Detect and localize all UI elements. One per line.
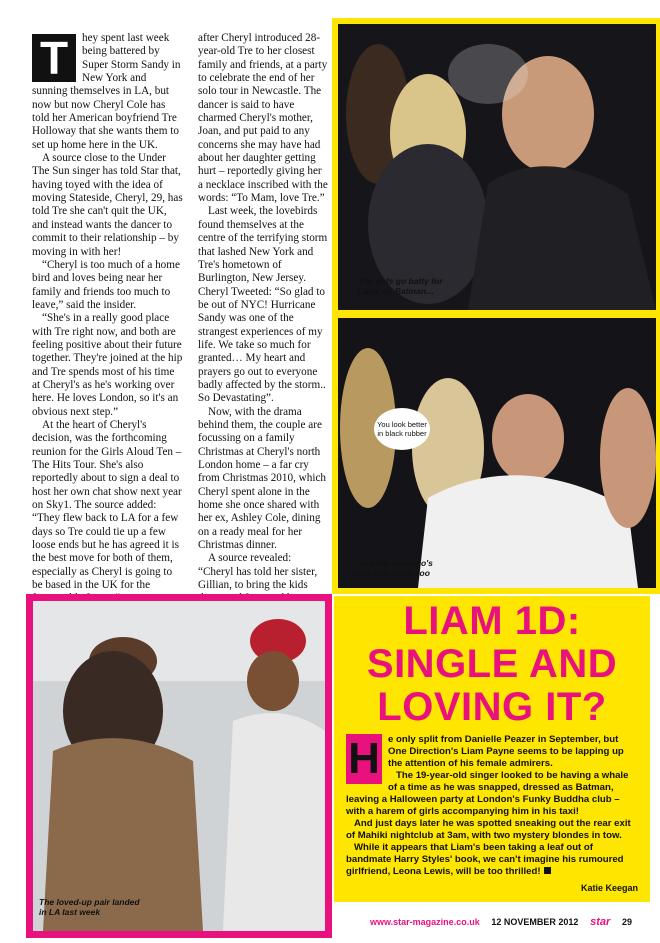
article-paragraph: after Cheryl introduced 28-year-old Tre to her closest family and friends, at a party to celebrate the end of her solo tour in Newcastle. The dancer is said to have charmed Cheryl's mother, Joan, and put paid to any concerns she may have had about her daughter getting hurt – reportedly giving her a necklace inscribed with the words: “To Mam, love Tre.” [198,32,328,205]
article-paragraph: “Cheryl is too much of a home bird and loves being near her family and friends too much to leave,” said the insider. [32,258,180,311]
footer-url: www.star-magazine.co.uk [370,917,480,927]
sidebar-byline: Katie Keegan [580,883,638,893]
sidebar-paragraph: And just days later he was spotted sneaking out the rear exit of Mahiki nightclub at 3am, with two mystery blondes in tow. [346,818,631,841]
photo-tshirt [332,312,660,594]
drop-cap: T [32,34,76,82]
sidebar-paragraph: The 19-year-old singer looked to be having a whale of a time as he was snapped, dressed as Batman, leaving a Halloween party at London's Funky Buddha club – with a harem of girls accompanying him in his taxi! [346,770,629,817]
sidebar-paragraph: While it appears that Liam's been taking a leaf out of bandmate Harry Styles' book, we can't imagine his rumoured girlfriend, Leona Lewis, will be too thrilled! [346,842,624,877]
headline-line: LOVING IT? [377,685,607,729]
footer-brand: star [590,916,611,928]
photo-caption: The loved-up pair landed in LA last week [39,897,140,917]
page-footer [370,916,632,928]
photo-tshirt-image [338,318,656,588]
headline-line: SINGLE AND [366,642,618,686]
article-paragraph: At the heart of Cheryl's decision, was the forthcoming reunion for the Girls Aloud Ten – The Hits Tour. She's also reportedly about to sign a deal to host her own chat show next year on Sky1. The source added: “They flew back to LA for a few days so Tre could tie up a few loose ends but he has agreed it is the best move for both of them, especially as Cheryl is going to be based in the UK for the [32,418,182,592]
sidebar-paragraph: e only split from Danielle Peazer in September, but One Direction's Liam Payne seems to be lapping up the attention of his female admirers. [388,734,624,769]
article-paragraph: Now, with the drama behind them, the couple are focussing on a family Christmas at Cheryl's north London home – a far cry from Christmas 2010, which Cheryl spent alone in the home she once shared with her ex, Ashley Cole, dining on a ready meal for her Christmas dinner. [198,405,327,552]
article-paragraph: A source revealed: “Cheryl has told her sister, Gillian, to bring the kids [198,552,318,592]
sidebar-body [346,734,638,894]
photo-airport-image [33,601,325,931]
article-paragraph: A source close to the Under The Sun singer has told Star that, having toyed with the idea of moving Stateside, Cheryl, 29, has told Tre she can't quit the UK, and instead wants the dancer to commit to their relationship – by moving in with her! [32,152,183,258]
photo-airport [26,594,332,938]
sidebar-headline [334,600,650,729]
sidebar-story [334,596,650,902]
article-paragraph: Last week, the lovebirds found themselves at the centre of the terrifying storm that lashed New York and Tre's hometown of Burlington, New Jersey. Cheryl Tweeted: “So glad to be out of NYC! Hurricane Sandy was one of the strangest experiences of my life. We take so much for granted… My heart and prayers go out to everyone badly affected by the storm.. So Devastating”. [198,205,328,405]
photo-batman-image [338,24,656,310]
end-mark [544,867,551,874]
drop-cap: H [346,734,382,784]
photo-batman [332,18,660,316]
page-number: 29 [621,917,632,927]
photo-caption: The girls go batty for Liam, er, Batman… [358,276,443,296]
photo-caption: …but his alter ego's obvs still got it, too [352,558,433,578]
article-paragraph: “She's in a really good place with Tre right now, and both are feeling positive about their future together. They're joined at the hip and Tre spends most of his time at Cheryl's as he's working over here. He loves London, so it's an obvious next step.” [32,312,183,418]
article-column-1 [32,32,184,619]
headline-line: LIAM 1D: [403,599,581,643]
footer-date: 12 NOVEMBER 2012 [491,917,579,927]
speech-bubble: You look better in black rubber [374,408,430,450]
article-paragraph: hey spent last week being battered by Super Storm Sandy in New York and sunning themselves in LA, but now but now Cheryl Cole has told her American boyfriend Tre Holloway that she wants them to set up home here in the UK. [32,32,181,151]
